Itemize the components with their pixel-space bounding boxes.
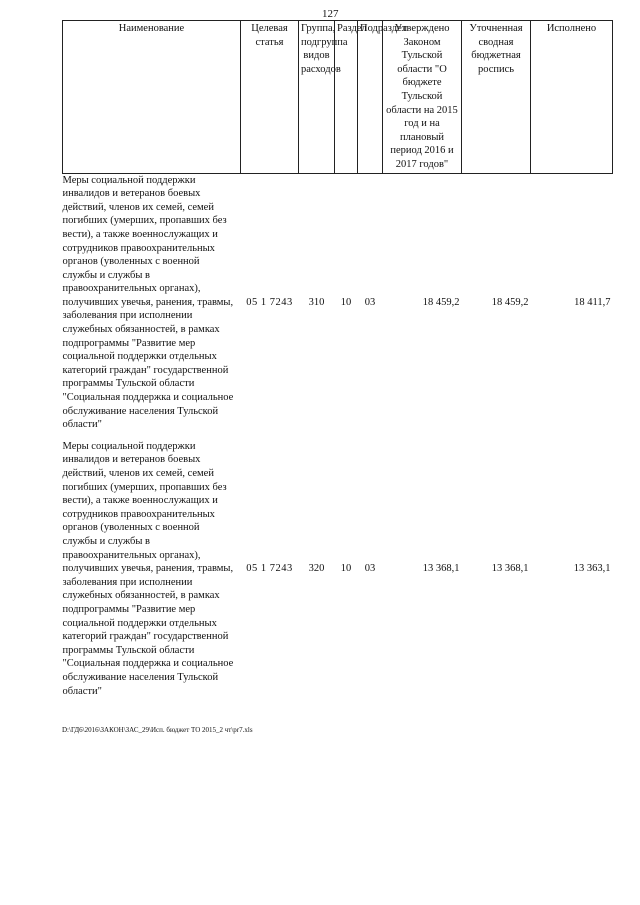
row-section: 10 xyxy=(340,563,352,575)
header-target-article: Целевая статья xyxy=(241,21,299,174)
header-subsection: Подраздел xyxy=(358,21,383,174)
row-target-article: 05 1 7243 xyxy=(246,563,293,575)
row-name: Меры социальной поддержки инвалидов и ветеранов боевых действий, членов их семей, семей погибших (умерших, пропавших без вести), а также военнослужащих и сотрудников правоохранительных органов (уволенных с военной службы и службы в правоохранительных органах), получивших увечья, ранения, травмы, заболевания при исполнении служебных обязанностей, в рамках подпрограммы "Развитие мер социальной поддержки отдельных категорий граждан" государственной программы Тульской области "Социальная поддержка и социальное обслуживание населения Тульской области" xyxy=(62,174,234,431)
table-row xyxy=(63,440,613,698)
header-expense-group: Группа, подгруппа видов расходов xyxy=(299,21,335,174)
header-refined-budget: Уточненная сводная бюджетная роспись xyxy=(462,21,531,174)
row-subsection: 03 xyxy=(364,563,376,575)
header-section: Раздел xyxy=(335,21,358,174)
header-name: Наименование xyxy=(63,21,241,174)
row-subsection: 03 xyxy=(364,296,376,308)
row-refined-budget: 13 368,1 xyxy=(491,563,529,575)
row-approved: 18 459,2 xyxy=(422,296,460,308)
row-expense-group: 320 xyxy=(308,563,325,575)
row-spacer xyxy=(63,432,613,440)
budget-table xyxy=(62,20,613,698)
row-refined-budget: 18 459,2 xyxy=(491,296,529,308)
header-approved: Утверждено Законом Тульской области "О бюджете Тульской области на 2015 год и на плановый период 2016 и 2017 годов" xyxy=(383,21,462,174)
row-expense-group: 310 xyxy=(308,296,325,308)
header-executed: Исполнено xyxy=(531,21,613,174)
row-section: 10 xyxy=(340,296,352,308)
row-executed: 18 411,7 xyxy=(574,296,611,308)
row-executed: 13 363,1 xyxy=(573,563,611,575)
row-target-article: 05 1 7243 xyxy=(246,296,293,308)
page-number: 127 xyxy=(322,8,339,20)
table-row xyxy=(63,173,613,432)
row-approved: 13 368,1 xyxy=(422,563,460,575)
header-row xyxy=(63,21,613,174)
file-path-footer: D:\ГД6\2016\ЗАКОН\ЗАС_29\Исп. бюджет ТО 2015_2 чт\pr7.xls xyxy=(62,726,253,734)
row-name: Меры социальной поддержки инвалидов и ветеранов боевых действий, членов их семей, семей погибших (умерших, пропавших без вести), а также военнослужащих и сотрудников правоохранительных органов (уволенных с военной службы и службы в правоохранительных органах), получивших увечья, ранения, травмы, заболевания при исполнении служебных обязанностей, в рамках подпрограммы "Развитие мер социальной поддержки отдельных категорий граждан" государственной программы Тульской области "Социальная поддержка и социальное обслуживание населения Тульской области" xyxy=(62,440,234,697)
